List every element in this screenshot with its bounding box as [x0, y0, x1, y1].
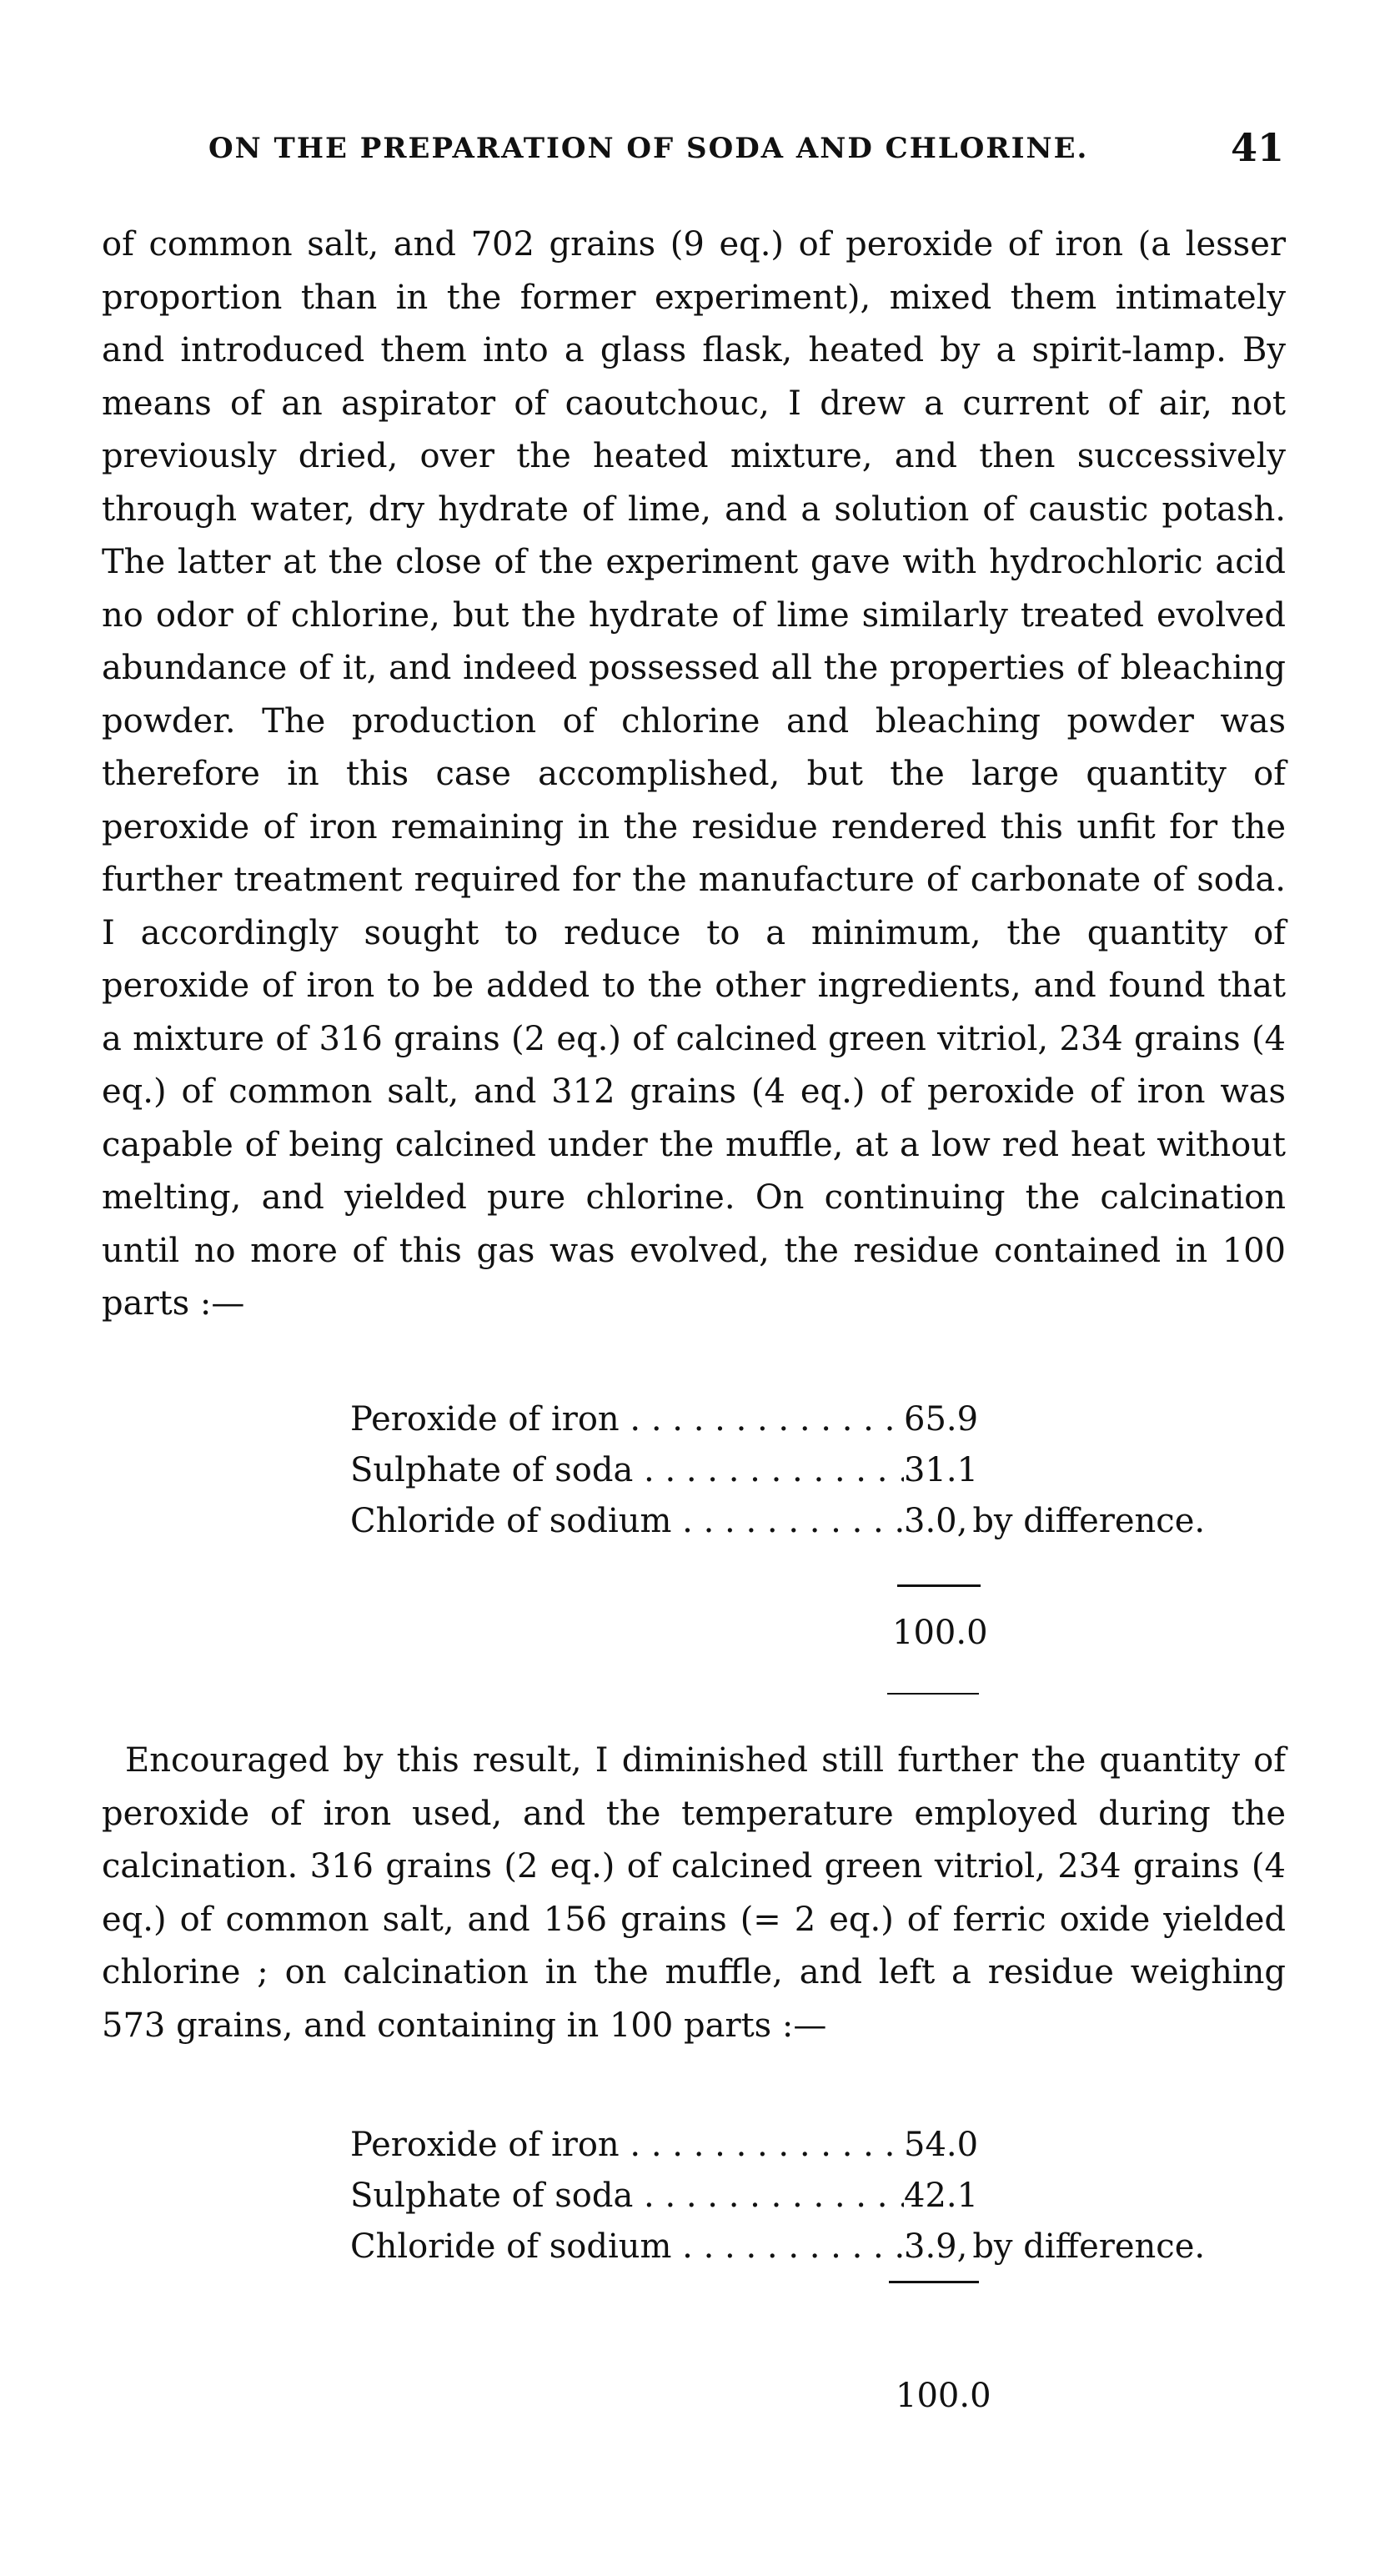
component-value: 42.1 — [904, 2177, 979, 2215]
component-label: Sulphate of soda . . . — [350, 1445, 904, 1496]
component-label: Peroxide of iron . . . — [350, 1394, 904, 1445]
table-row — [350, 1496, 1205, 1547]
page-number: 41 — [1230, 125, 1284, 170]
body-paragraph-1: of common salt, and 702 grains (9 eq.) of peroxide of iron (a lesser proportion than in the former experiment), mixed them intimately and introduced them into a glass flask, heated by a spirit-lamp. By means of an aspirator of caoutchouc, I drew a current of air, not previously dried, over the heated mixture, and then successively through water, dry hydrate of lime, and a solution of caustic potash. The latter at the close of the experiment gave with hydrochloric acid no odor of chlorine, but the hydrate of lime similarly treated evolved abundance of it, and indeed possessed all the properties of bleaching powder. The production of chlorine and bleaching powder was therefore in this case accomplished, but the large quantity of peroxide of iron remaining in the residue rendered this unfit for the further treatment required for the manufacture of carbonate of soda. I accordingly sought to reduce to a minimum, the quantity of peroxide of iron to be added to the other ingredients, and found that a mixture of 316 grains (2 eq.) of calcined green vitriol, 234 grains (4 eq.) of common salt, and 312 grains (4 eq.) of peroxide of iron was capable of being calcined under the muffle, at a low red heat without melting, and yielded pure chlorine. On continuing the calcination until no more of this gas was evolved, the residue contained in 100 parts :— — [102, 225, 1286, 1323]
sum-rule — [897, 1584, 981, 1587]
running-head — [208, 125, 1284, 175]
component-value: 3.0, — [904, 1502, 968, 1540]
component-value: 31.1 — [904, 1451, 979, 1489]
composition-table-1 — [350, 1394, 1205, 1547]
composition-table-2 — [350, 2120, 1205, 2272]
table-row — [350, 2222, 1205, 2272]
body-paragraph-2: Encouraged by this result, I diminished still further the quantity of peroxide of iron used, and the temperature employed during the calcination. 316 grains (2 eq.) of calcined green vitriol, 234 grains (4 eq.) of common salt, and 156 grains (= 2 eq.) of ferric oxide yielded chlorine ; on calcination in the muffle, and left a residue weighing 573 grains, and containing in 100 parts :— — [102, 1741, 1286, 2045]
component-label: Chloride of sodium . . . — [350, 1496, 904, 1547]
table-row — [350, 1445, 1205, 1496]
component-note: by difference. — [972, 2227, 1206, 2266]
component-label: Sulphate of soda . . . — [350, 2171, 904, 2222]
running-title: ON THE PREPARATION OF SODA AND CHLORINE. — [208, 132, 1089, 165]
component-value: 54.0 — [904, 2126, 979, 2164]
table-total: 100.0 — [892, 1614, 988, 1652]
component-label: Peroxide of iron . . . — [350, 2120, 904, 2171]
sum-rule — [889, 2281, 979, 2283]
table-row — [350, 2120, 1205, 2171]
table-row — [350, 2171, 1205, 2222]
table-row — [350, 1394, 1205, 1445]
table-total: 100.0 — [896, 2377, 991, 2415]
component-value: 3.9, — [904, 2227, 968, 2266]
component-note: by difference. — [972, 1502, 1206, 1540]
component-label: Chloride of sodium . . . — [350, 2222, 904, 2272]
section-divider — [887, 1693, 979, 1695]
component-value: 65.9 — [904, 1400, 979, 1439]
